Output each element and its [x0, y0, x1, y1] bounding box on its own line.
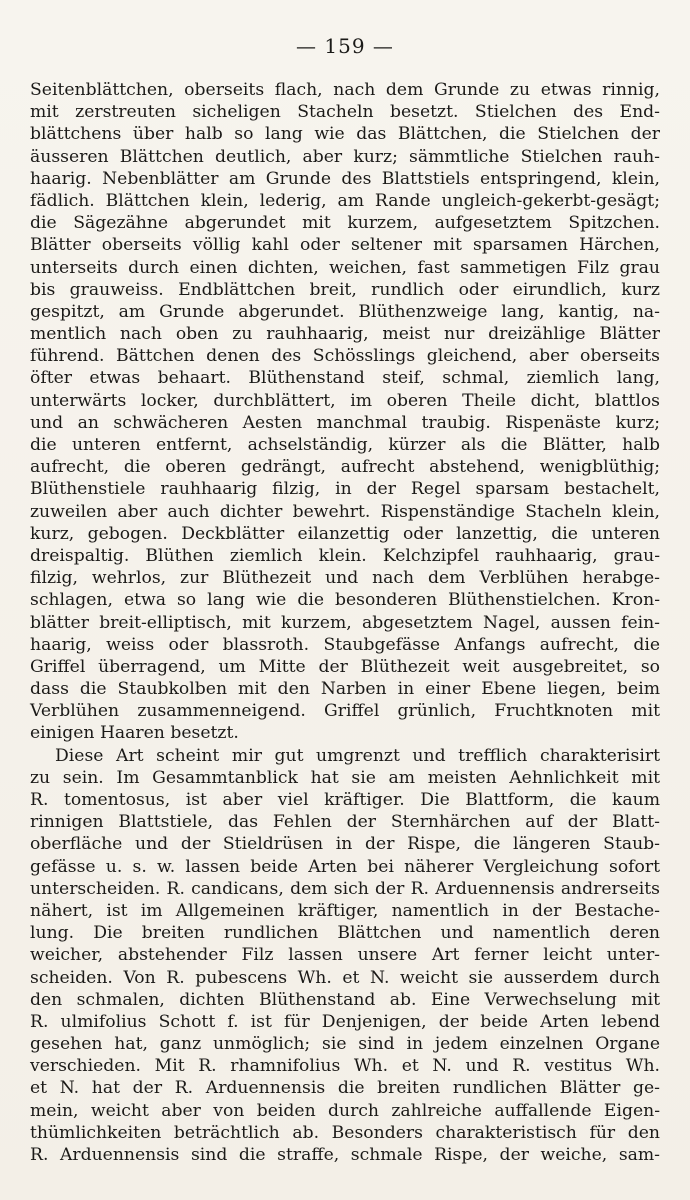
text-line: haarig, weiss oder blassroth. Staubgefässe Anfangs aufrecht, die	[30, 634, 660, 655]
text-line: mentlich nach oben zu rauhhaarig, meist nur dreizählige Blätter	[30, 324, 660, 345]
text-line: R. ulmifolius Schott f. ist für Denjenigen, der beide Arten lebend	[30, 1011, 660, 1032]
text-line: Blätter oberseits völlig kahl oder seltener mit sparsamen Härchen,	[30, 235, 660, 256]
text-line: unterscheiden. R. candicans, dem sich der R. Arduennensis andrerseits	[30, 878, 660, 899]
text-line: R. Arduennensis sind die straffe, schmale Rispe, der weiche, sam-	[30, 1145, 660, 1165]
page-number: — 159 —	[296, 34, 394, 58]
paragraph-discussion	[30, 745, 660, 1167]
text-line: rinnigen Blattstiele, das Fehlen der Sternhärchen auf der Blatt-	[30, 812, 660, 833]
text-line: R. tomentosus, ist aber viel kräftiger. Die Blattform, die kaum	[30, 790, 660, 810]
text-line: verschieden. Mit R. rhamnifolius Wh. et N. und R. vestitus Wh.	[30, 1056, 660, 1077]
text-line: gefässe u. s. w. lassen beide Arten bei näherer Vergleichung sofort	[30, 856, 660, 877]
text-line: zuweilen aber auch dichter bewehrt. Rispenständige Stacheln klein,	[30, 501, 660, 522]
text-line: kurz, gebogen. Deckblätter eilanzettig oder lanzettig, die unteren	[30, 523, 660, 544]
text-line: Griffel überragend, um Mitte der Blüthezeit weit ausgebreitet, so	[30, 656, 660, 677]
text-line: scheiden. Von R. pubescens Wh. et N. weicht sie ausserdem durch	[30, 967, 660, 988]
body-text	[30, 79, 660, 1166]
text-line: öfter etwas behaart. Blüthenstand steif, schmal, ziemlich lang,	[30, 368, 660, 389]
text-line: dreispaltig. Blüthen ziemlich klein. Kelchzipfel rauhhaarig, grau-	[30, 545, 660, 566]
text-line: einigen Haaren besetzt.	[30, 723, 239, 744]
text-line: und an schwächeren Aesten manchmal traubig. Rispenäste kurz;	[30, 412, 660, 433]
text-line: nähert, ist im Allgemeinen kräftiger, namentlich in der Bestache-	[30, 900, 660, 921]
text-line: haarig. Nebenblätter am Grunde des Blattstiels entspringend, klein,	[30, 168, 660, 189]
text-line: filzig, wehrlos, zur Blüthezeit und nach dem Verblühen herabge-	[30, 568, 660, 589]
text-line: die Sägezähne abgerundet mit kurzem, aufgesetztem Spitzchen.	[30, 213, 660, 234]
text-line: oberfläche und der Stieldrüsen in der Rispe, die längeren Staub-	[30, 834, 660, 855]
text-line: unterwärts locker, durchblättert, im oberen Theile dicht, blattlos	[30, 390, 660, 411]
text-line: aufrecht, die oberen gedrängt, aufrecht abstehend, wenigblüthig;	[30, 457, 660, 478]
text-line: Verblühen zusammenneigend. Griffel grünlich, Fruchtknoten mit	[30, 701, 660, 722]
text-line: führend. Bättchen denen des Schösslings gleichend, aber oberseits	[30, 346, 660, 367]
text-line: Seitenblättchen, oberseits flach, nach dem Grunde zu etwas rinnig,	[30, 80, 660, 100]
text-line: zu sein. Im Gesammtanblick hat sie am meisten Aehnlichkeit mit	[30, 767, 660, 788]
paragraph-description	[30, 79, 660, 745]
text-line: unterseits durch einen dichten, weichen, fast sammetigen Filz grau	[30, 257, 660, 278]
text-line: weicher, abstehender Filz lassen unsere Art ferner leicht unter-	[30, 945, 660, 966]
text-line: et N. hat der R. Arduennensis die breiten rundlichen Blätter ge-	[30, 1078, 660, 1099]
text-line: gespitzt, am Grunde abgerundet. Blüthenzweige lang, kantig, na-	[30, 301, 660, 322]
text-line: blättchens über halb so lang wie das Blättchen, die Stielchen der	[30, 124, 660, 145]
text-line: fädlich. Blättchen klein, lederig, am Rande ungleich-gekerbt-gesägt;	[30, 190, 660, 211]
text-line: lung. Die breiten rundlichen Blättchen und namentlich deren	[30, 923, 660, 944]
text-line: gesehen hat, ganz unmöglich; sie sind in jedem einzelnen Organe	[30, 1034, 660, 1055]
text-line: mein, weicht aber von beiden durch zahlreiche auffallende Eigen-	[30, 1100, 660, 1121]
text-line: bis grauweiss. Endblättchen breit, rundlich oder eirundlich, kurz	[30, 279, 660, 300]
text-line: äusseren Blättchen deutlich, aber kurz; sämmtliche Stielchen rauh-	[30, 146, 660, 167]
text-line: die unteren entfernt, achselständig, kürzer als die Blätter, halb	[30, 435, 660, 455]
text-line: thümlichkeiten beträchtlich ab. Besonders charakteristisch für den	[30, 1122, 660, 1143]
text-line: mit zerstreuten sicheligen Stacheln besetzt. Stielchen des End-	[30, 102, 660, 123]
text-line: blätter breit-elliptisch, mit kurzem, abgesetztem Nagel, aussen fein-	[30, 612, 660, 633]
text-line: Blüthenstiele rauhhaarig filzig, in der Regel sparsam bestachelt,	[30, 479, 660, 500]
text-line: dass die Staubkolben mit den Narben in einer Ebene liegen, beim	[30, 679, 660, 700]
text-line: Diese Art scheint mir gut umgrenzt und trefflich charakterisirt	[55, 745, 660, 766]
text-line: schlagen, etwa so lang wie die besonderen Blüthenstielchen. Kron-	[30, 590, 660, 611]
text-line: den schmalen, dichten Blüthenstand ab. Eine Verwechselung mit	[30, 989, 660, 1010]
